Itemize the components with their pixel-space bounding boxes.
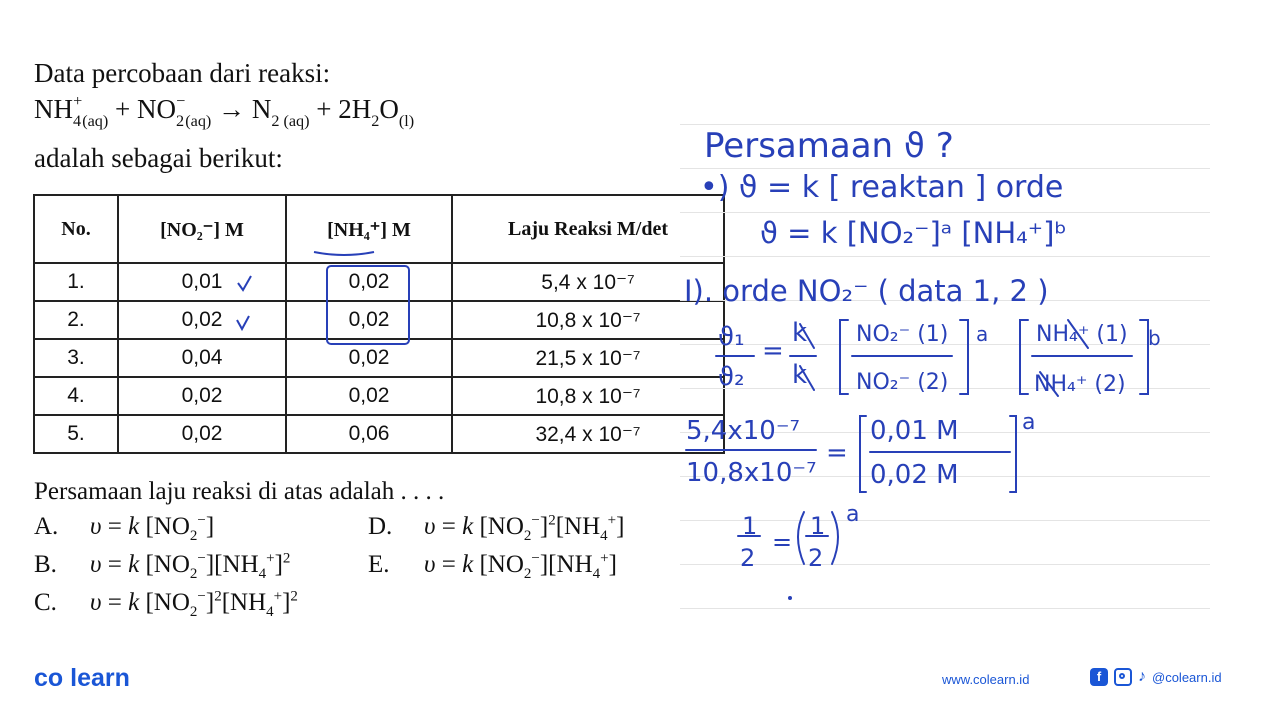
- cell-no: 1.: [34, 263, 118, 301]
- cell-rate: 10,8 x 10⁻⁷: [452, 301, 724, 339]
- option-d[interactable]: D. υ = k $[NO_2^-]^2[NH_4^+]$: [368, 512, 625, 544]
- hand-rate-1: 5,4x10⁻⁷: [686, 416, 800, 446]
- cell-rate: 10,8 x 10⁻⁷: [452, 377, 724, 415]
- hand-half-num: 1: [742, 512, 758, 540]
- option-letter: B.: [34, 551, 57, 578]
- option-e[interactable]: E. υ = k $[NO_2^-][NH_4^+]$: [368, 550, 617, 582]
- hand-v1: ϑ₁: [718, 322, 745, 352]
- table-row: [34, 263, 724, 301]
- cell-no: 2.: [34, 301, 118, 339]
- table-row: [34, 377, 724, 415]
- option-a[interactable]: A. υ = k $[NO_2^-]$: [34, 512, 215, 544]
- table-row: [34, 415, 724, 453]
- social-links: [1090, 668, 1222, 686]
- option-c[interactable]: C. υ = k $[NO_2^-]^2[NH_4^+]^2$: [34, 588, 298, 620]
- hand-line-2: ϑ = k [NO₂⁻]ᵃ [NH₄⁺]ᵇ: [760, 216, 1067, 250]
- cell-nh4: 0,06: [286, 415, 452, 453]
- cell-no: 3.: [34, 339, 118, 377]
- question-subtitle: adalah sebagai berikut:: [34, 143, 283, 173]
- header-rate: Laju Reaksi M/det: [452, 195, 724, 263]
- reaction-equation: $NH_4^+_{(aq)} + NO_2^-_{(aq)} \to N_{2 (aq)} + 2H_2O_{(l)}$: [34, 92, 415, 130]
- hand-exp-b: b: [1148, 326, 1161, 350]
- header-no: No.: [34, 195, 118, 263]
- hand-line-1: •) ϑ = k [ reaktan ] orde: [700, 170, 1064, 205]
- hand-exp-a-1: a: [976, 322, 989, 346]
- hand-half-den: 2: [740, 544, 756, 572]
- hand-eq: =: [762, 336, 784, 366]
- hand-conc-1: 0,01 M: [870, 416, 959, 446]
- option-letter: D.: [368, 513, 393, 540]
- option-letter: C.: [34, 589, 57, 616]
- hand-line-3: I). orde NO₂⁻ ( data 1, 2 ): [684, 274, 1049, 308]
- hand-exp-a-2: a: [1022, 410, 1036, 435]
- cell-rate: 5,4 x 10⁻⁷: [452, 263, 724, 301]
- hand-k2: k: [792, 360, 808, 390]
- table-row: [34, 301, 724, 339]
- cell-rate: 32,4 x 10⁻⁷: [452, 415, 724, 453]
- website-link[interactable]: www.colearn.id: [942, 672, 1030, 687]
- header-no2: [NO₂⁻] M: [118, 195, 286, 263]
- social-handle: @colearn.id: [1152, 669, 1222, 685]
- cell-no2: 0,01: [118, 263, 286, 301]
- cell-nh4: 0,02: [286, 263, 452, 301]
- cell-no2: 0,02: [118, 301, 286, 339]
- table-row: [34, 339, 724, 377]
- cell-no: 5.: [34, 415, 118, 453]
- cell-no2: 0,04: [118, 339, 286, 377]
- hand-k1: k: [792, 318, 808, 348]
- cell-nh4: 0,02: [286, 377, 452, 415]
- cell-no2: 0,02: [118, 415, 286, 453]
- facebook-icon[interactable]: f: [1090, 668, 1108, 686]
- option-letter: A.: [34, 513, 59, 540]
- hand-nh4-1: NH₄⁺ (1): [1036, 322, 1128, 347]
- hand-half-num-2: 1: [810, 512, 826, 540]
- cell-rate: 21,5 x 10⁻⁷: [452, 339, 724, 377]
- hand-eq-3: =: [772, 528, 793, 556]
- hand-exp-a-3: a: [846, 502, 860, 527]
- hand-no2-2: NO₂⁻ (2): [856, 370, 949, 395]
- hand-eq-2: =: [826, 438, 848, 468]
- header-nh4: [NH₄⁺] M: [286, 195, 452, 263]
- question-title: Data percobaan dari reaksi:: [34, 58, 331, 88]
- hand-rate-2: 10,8x10⁻⁷: [686, 458, 817, 488]
- cell-no2: 0,02: [118, 377, 286, 415]
- hand-no2-1: NO₂⁻ (1): [856, 322, 949, 347]
- hand-v2: ϑ₂: [718, 362, 745, 392]
- instagram-icon[interactable]: [1114, 668, 1132, 686]
- hand-conc-2: 0,02 M: [870, 460, 959, 490]
- hand-half-den-2: 2: [808, 544, 824, 572]
- data-table: [33, 194, 725, 454]
- question-prompt: Persamaan laju reaksi di atas adalah . . . .: [34, 478, 445, 505]
- tiktok-icon[interactable]: ♪: [1138, 668, 1146, 685]
- cell-no: 4.: [34, 377, 118, 415]
- table-header-row: [34, 195, 724, 263]
- option-letter: E.: [368, 551, 390, 578]
- option-b[interactable]: B. υ = k $[NO_2^-][NH_4^+]^2$: [34, 550, 291, 582]
- colearn-logo: co learn: [34, 664, 130, 692]
- hand-nh4-2: NH₄⁺ (2): [1034, 372, 1126, 397]
- cell-nh4: 0,02: [286, 339, 452, 377]
- hand-title: Persamaan ϑ ?: [704, 126, 954, 166]
- cell-nh4: 0,02: [286, 301, 452, 339]
